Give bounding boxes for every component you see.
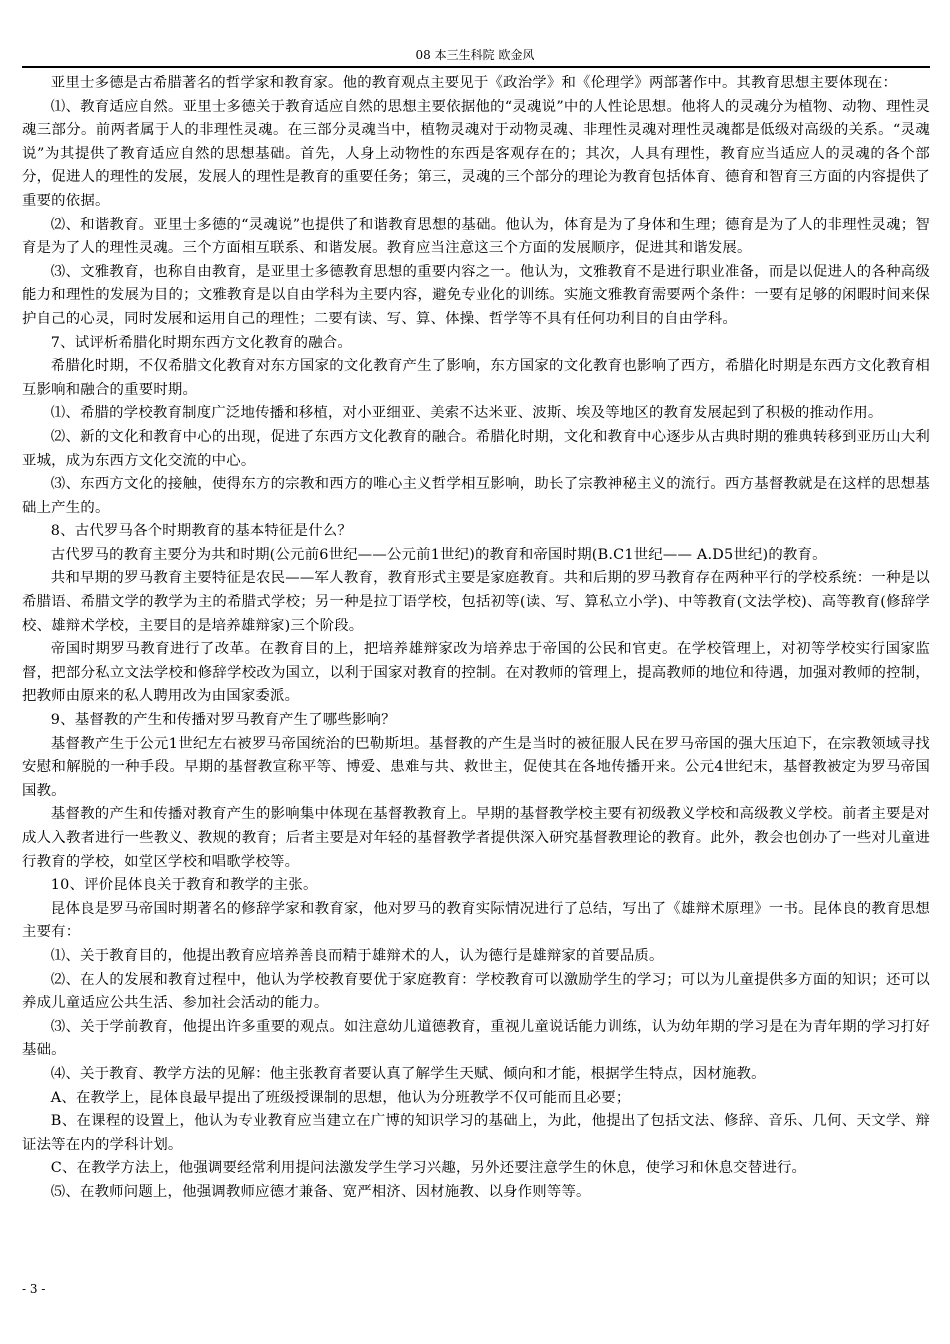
paragraph: ⑵、新的文化和教育中心的出现，促进了东西方文化教育的融合。希腊化时期，文化和教育中心逐步从古典时期的雅典转移到亚历山大利亚城，成为东西方文化交流的中心。 [22, 428, 930, 469]
question-heading: 9、基督教的产生和传播对罗马教育产生了哪些影响？ [50, 712, 396, 729]
paragraph: ⑴、关于教育目的，他提出教育应培养善良而精于雄辩术的人，认为德行是雄辩家的首要品质。 [50, 947, 664, 964]
paragraph: A、在教学上，昆体良最早提出了班级授课制的思想，他认为分班教学不仅可能而且必要； [50, 1089, 631, 1106]
paragraph: 亚里士多德是古希腊著名的哲学家和教育家。他的教育观点主要见于《政治学》和《伦理学》两部著作中。其教育思想主要体现在： [50, 75, 898, 91]
question-heading: 8、古代罗马各个时期教育的基本特征是什么？ [50, 523, 352, 540]
question-heading: 10、评价昆体良关于教育和教学的主张。 [50, 877, 318, 894]
page-header: 08 本三生科院 欧金风 [415, 48, 535, 62]
paragraph: 共和早期的罗马教育主要特征是农民——军人教育，教育形式主要是家庭教育。共和后期的罗马教育存在两种平行的学校系统：一种是以希腊语、希腊文学的教学为主的希腊式学校；另一种是拉丁语学校，包括初等(读、写、算私立小学)、中等教育(文法学校)、高等教育(修辞学校、雄辩术学校，主要目的是培养雄辩家)三个阶段。 [22, 570, 930, 634]
paragraph: 昆体良是罗马帝国时期著名的修辞学家和教育家，他对罗马的教育实际情况进行了总结，写出了《雄辩术原理》一书。昆体良的教育思想主要有： [22, 900, 930, 941]
paragraph: 希腊化时期，不仅希腊文化教育对东方国家的文化教育产生了影响，东方国家的文化教育也影响了西方，希腊化时期是东西方文化教育相互影响和融合的重要时期。 [22, 358, 930, 398]
question-heading: 7、试评析希腊化时期东西方文化教育的融合。 [50, 334, 352, 351]
paragraph: ⑶、东西方文化的接触，使得东方的宗教和西方的唯心主义哲学相互影响，助长了宗教神秘主义的流行。西方基督教就是在这样的思想基础上产生的。 [22, 476, 930, 516]
page-number: - 3 - [22, 1282, 46, 1296]
paragraph: ⑷、关于教育、教学方法的见解：他主张教育者要认真了解学生天赋、倾向和才能，根据学生特点，因材施教。 [50, 1065, 766, 1082]
paragraph: 基督教产生于公元1世纪左右被罗马帝国统治的巴勒斯坦。基督教的产生是当时的被征服人民在罗马帝国的强大压迫下，在宗教领域寻找安慰和解脱的一种手段。早期的基督教宣称平等、博爱、患难与共、救世主，促使其在各地传播开来。公元4世纪末，基督教被定为罗马帝国国教。 [22, 735, 930, 799]
document-body [22, 72, 930, 1205]
paragraph: 基督教的产生和传播对教育产生的影响集中体现在基督教教育上。早期的基督教学校主要有初级教义学校和高级教义学校。前者主要是对成人入教者进行一些教义、教规的教育；后者主要是对年轻的基督教学者提供深入研究基督教理论的教育。此外，教会也创办了一些对儿童进行教育的学校，如堂区学校和唱歌学校等。 [22, 806, 930, 870]
paragraph: ⑵、和谐教育。亚里士多德的“灵魂说”也提供了和谐教育思想的基础。他认为，体育是为了身体和生理；德育是为了人的非理性灵魂；智育是为了人的理性灵魂。三个方面相互联系、和谐发展。教育应当注意这三个方面的发展顺序，促进其和谐发展。 [22, 216, 930, 257]
paragraph: C、在教学方法上，他强调要经常利用提问法激发学生学习兴趣，另外还要注意学生的休息，使学习和休息交替进行。 [50, 1160, 807, 1177]
paragraph: ⑵、在人的发展和教育过程中，他认为学校教育要优于家庭教育：学校教育可以激励学生的学习；可以为儿童提供多方面的知识；还可以养成儿童适应公共生活、参加社会活动的能力。 [22, 971, 930, 1012]
header-rule [22, 66, 930, 68]
paragraph: ⑶、文雅教育，也称自由教育，是亚里士多德教育思想的重要内容之一。他认为，文雅教育不是进行职业准备，而是以促进人的各种高级能力和理性的发展为目的；文雅教育是以自由学科为主要内容，避免专业化的训练。实施文雅教育需要两个条件：一要有足够的闲暇时间来保护自己的心灵，同时发展和运用自己的理性；二要有读、写、算、体操、哲学等不具有任何功利目的自由学科。 [22, 263, 930, 327]
paragraph: ⑶、关于学前教育，他提出许多重要的观点。如注意幼儿道德教育，重视儿童说话能力训练，认为幼年期的学习是在为青年期的学习打好基础。 [22, 1018, 930, 1059]
paragraph: 古代罗马的教育主要分为共和时期(公元前6世纪——公元前1世纪)的教育和帝国时期(B.C1世纪—— A.D5世纪)的教育。 [50, 546, 827, 563]
paragraph: ⑴、希腊的学校教育制度广泛地传播和移植，对小亚细亚、美索不达米亚、波斯、埃及等地区的教育发展起到了积极的推动作用。 [50, 405, 883, 422]
paragraph: ⑸、在教师问题上，他强调教师应德才兼备、宽严相济、因材施教、以身作则等等。 [50, 1183, 591, 1200]
paragraph: ⑴、教育适应自然。亚里士多德关于教育适应自然的思想主要依据他的“灵魂说”中的人性论思想。他将人的灵魂分为植物、动物、理性灵魂三部分。前两者属于人的非理性灵魂。在三部分灵魂当中，植物灵魂对于动物灵魂、非理性灵魂对理性灵魂都是低级对高级的关系。“灵魂说”为其提供了教育适应自然的思想基础。首先，人身上动物性的东西是客观存在的；其次，人具有理性，教育应当适应人的灵魂的各个部分，促进人的理性的发展，发展人的理性是教育的重要任务；第三，灵魂的三个部分的理论为教育包括体育、德育和智育三方面的内容提供了重要的依据。 [22, 98, 930, 209]
paragraph: 帝国时期罗马教育进行了改革。在教育目的上，把培养雄辩家改为培养忠于帝国的公民和官吏。在学校管理上，对初等学校实行国家监督，把部分私立文法学校和修辞学校改为国立，以利于国家对教育的控制。在对教师的管理上，提高教师的地位和待遇，加强对教师的控制，把教师由原来的私人聘用改为由国家委派。 [22, 641, 930, 705]
paragraph: B、在课程的设置上，他认为专业教育应当建立在广博的知识学习的基础上，为此，他提出了包括文法、修辞、音乐、几何、天文学、辩证法等在内的学科计划。 [22, 1113, 930, 1153]
